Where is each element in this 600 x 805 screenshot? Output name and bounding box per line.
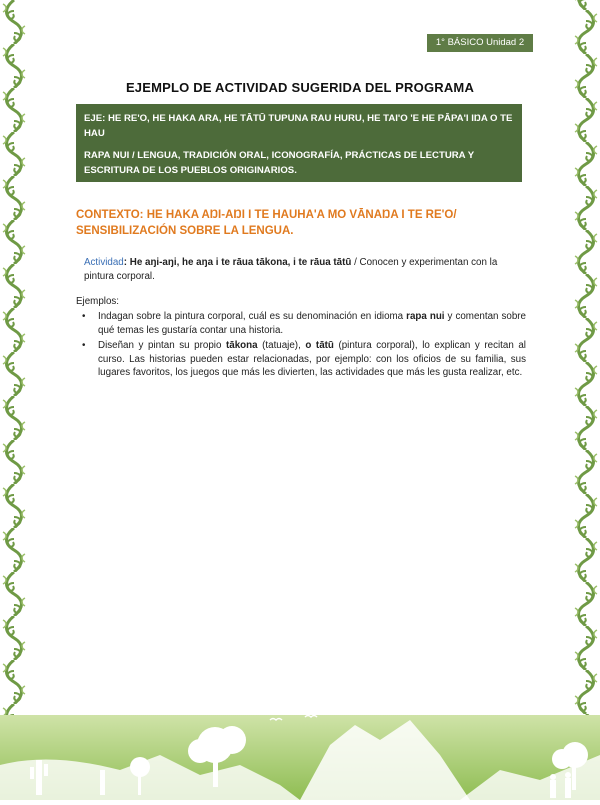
unit-badge: 1° BÁSICO Unidad 2 xyxy=(427,34,533,52)
left-decorative-border xyxy=(0,0,28,800)
right-decorative-border xyxy=(572,0,600,800)
examples-label: Ejemplos: xyxy=(76,296,120,307)
list-item: • Diseñan y pintan su propio tākona (tatuaje), o tātū (pintura corporal), lo explican y recitan al curso. Las historias pueden estar relacionadas, por ejemplo: con los oficios de su familia, sus lugares favoritos, los juegos que más les divierten, las actividades que más les gusta realizar, etc. xyxy=(82,340,526,378)
examples-list xyxy=(76,310,526,382)
activity-rapanui-text: He aŋi-aŋi, he aŋa i te rāua tākona, i te rāua tātū xyxy=(129,257,352,268)
context-heading: CONTEXTO: HE HAKA AŊI-AŊI I TE HAUHA'A MO VĀNAŊA I TE RE'O/ SENSIBILIZACIÓN SOBRE LA LENGUA. xyxy=(76,209,457,237)
activity-spanish-text: / Conocen y experimentan con la pintura corporal. xyxy=(84,257,498,282)
activity-label: Actividad xyxy=(84,257,124,268)
list-item: • Indagan sobre la pintura corporal, cuál es su denominación en idioma rapa nui y comentan sobre qué temas les gustaría contar una historia. xyxy=(82,311,527,336)
bullet-icon: • xyxy=(82,311,86,322)
activity-paragraph xyxy=(84,256,524,283)
page-title: EJEMPLO DE ACTIVIDAD SUGERIDA DEL PROGRAMA xyxy=(125,80,475,95)
axis-box xyxy=(76,104,522,182)
activity-colon: : xyxy=(123,257,130,268)
axis-line-rapanui: RAPA NUI / LENGUA, TRADICIÓN ORAL, ICONOGRAFÍA, PRÁCTICAS DE LECTURA Y ESCRITURA DE LOS PUEBLOS ORIGINARIOS. xyxy=(84,150,474,176)
bullet-icon: • xyxy=(82,340,86,351)
landscape-illustration xyxy=(0,685,600,800)
axis-line-eje: EJE: HE RE'O, HE HAKA ARA, HE TĀTŪ TUPUNA RAU HURU, HE TAI'O 'E HE PĀPA'I IŊA O TE HAU xyxy=(84,113,513,139)
